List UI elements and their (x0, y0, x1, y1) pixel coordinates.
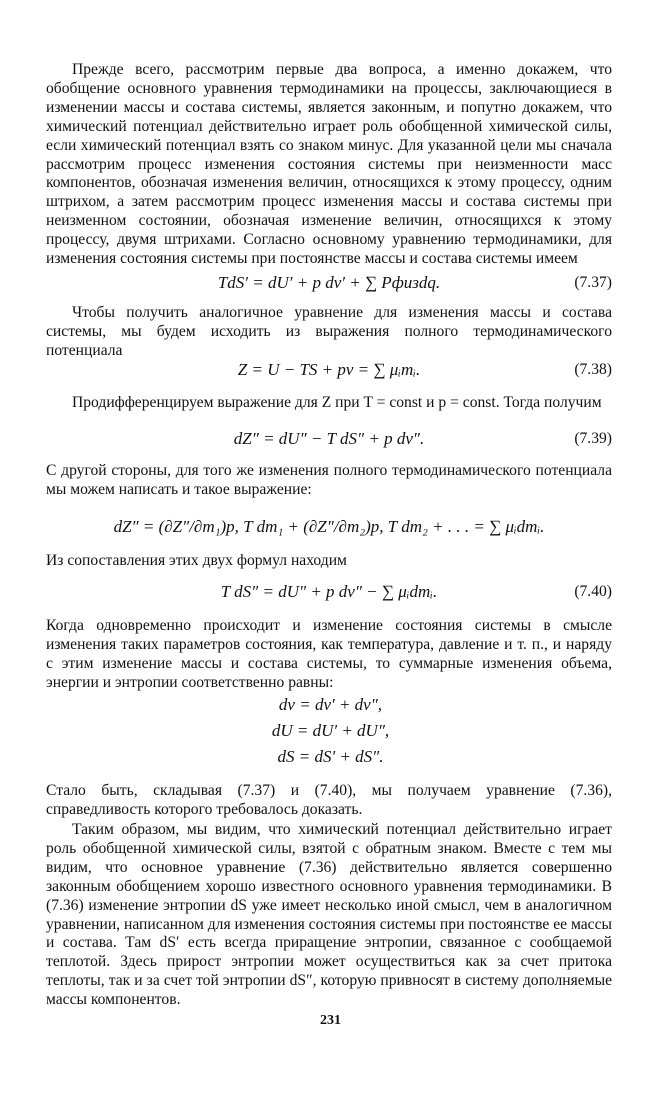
paragraph-potential: Чтобы получить аналогичное уравнение для изменения массы и состава системы, мы будем исходить из выражения полного термодинамического потенциала (46, 304, 612, 359)
equation-formula: T dS″ = dU″ + p dv″ − ∑ μᵢdmᵢ. (220, 582, 438, 601)
equation-formula: dZ″ = dU″ − T dS″ + p dv″. (233, 429, 425, 448)
paragraph-intro: Прежде всего, рассмотрим первые два вопроса, а именно докажем, что обобщение основного уравнения термодинамики на процессы, заключающиеся в изменении массы и состава системы, является законным, и попутно докажем, что химический потенциал действительно играет роль обобщенной химической силы, если химический потенциал взять со знаком минус. Для указанной цели мы сначала рассмотрим процесс изменения состояния системы при неизменности масс компонентов, обозначая изменения величин, относящихся к этому процессу, одним штрихом, а затем рассмотрим процесс изменения массы и состава системы при неизменном состоянии, обозначая изменение величин, относящихся к этому процессу, двумя штрихами. Согласно основному уравнению термодинамики, для изменения состояния системы при постоянстве массы и состава системы имеем (46, 61, 612, 268)
paragraph-summary: Таким образом, мы видим, что химический потенциал действительно играет роль обобщенной химической силы, взятой с обратным знаком. Вместе с тем мы видим, что основное уравнение (7.36) действительно является совершенно законным обобщением хорошо известного основного уравнения термодинамики. В (7.36) изменение энтропии dS уже имеет несколько иной смысл, чем в аналогичном уравнении, написанном для изменения состояния системы при постоянстве ее массы и состава. Там dS′ есть всегда приращение энтропии, связанное с сообщаемой теплотой. Здесь прирост энтропии может осуществиться как за счет притока теплоты, так и за счет той энтропии dS″, которую привносят в систему дополняемые массы компонентов. (46, 821, 612, 1009)
paragraph-other-side: С другой стороны, для того же изменения полного термодинамического потенциала мы можем написать и такое выражение: (46, 462, 612, 498)
paragraph-conclusion: Стало быть, складывая (7.37) и (7.40), мы получаем уравнение (7.36), справедливость которого требовалось доказать. (46, 782, 612, 818)
sum-energy: dU = dU′ + dU″, (271, 721, 390, 740)
sum-entropy: dS = dS′ + dS″. (277, 747, 384, 766)
equation-number: (7.38) (574, 361, 612, 378)
equation-7-39 (46, 427, 612, 451)
equation-partial-derivatives (46, 515, 612, 539)
equation-number: (7.40) (574, 583, 612, 600)
sum-volume: dv = dv′ + dv″, (278, 695, 383, 714)
equation-number: (7.37) (574, 274, 612, 291)
equation-number: (7.39) (574, 430, 612, 447)
paragraph-comparison: Из сопоставления этих двух формул находим (46, 552, 347, 569)
page-number: 231 (320, 1013, 341, 1028)
paragraph-differentiate: Продифференцируем выражение для Z при T = const и p = const. Тогда получим (72, 394, 602, 411)
equation-formula: dZ″ = (∂Z″/∂m₁)p, T dm₁ + (∂Z″/∂m₂)p, T dm₂ + . . . = ∑ μᵢdmᵢ. (113, 517, 545, 536)
equation-formula: Z = U − TS + pv = ∑ μᵢmᵢ. (237, 360, 421, 379)
equation-7-38 (46, 358, 612, 382)
equation-formula: TdS′ = dU′ + p dv′ + ∑ Pфизdq. (217, 273, 441, 292)
equation-7-37 (46, 271, 612, 295)
paragraph-simultaneous: Когда одновременно происходит и изменение состояния системы в смысле изменения таких параметров состояния, как температура, давление и т. п., и наряду с этим изменение массы и состава системы, то суммарные изменения объема, энергии и энтропии соответственно равны: (46, 617, 612, 691)
equation-7-40 (46, 580, 612, 604)
